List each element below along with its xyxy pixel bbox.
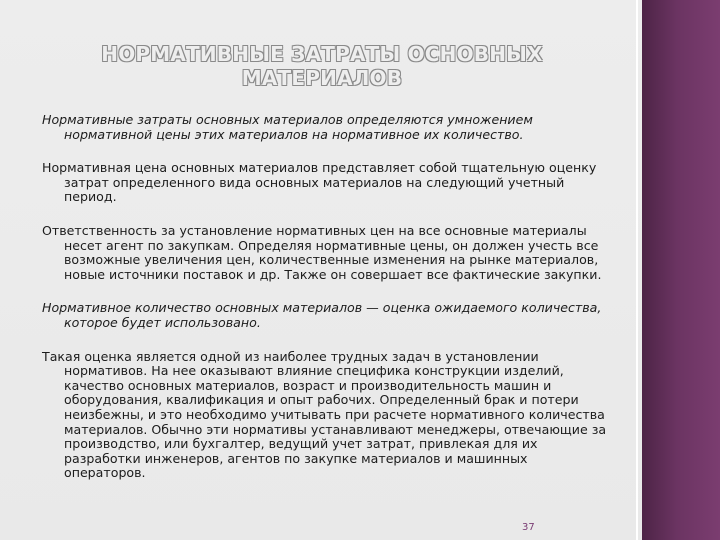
slide-body: [42, 113, 610, 500]
paragraph-definition: Нормативные затраты основных материалов определяются умножением нормативной цены этих материалов на нормативное их количество.: [42, 112, 533, 142]
paragraph-standard-price: Нормативная цена основных материалов представляет собой тщательную оценку затрат определенного вида основных материалов на следующий учетный период.: [42, 160, 597, 205]
decorative-sidebar: [642, 0, 720, 540]
paragraph-standard-quantity: Нормативное количество основных материалов — оценка ожидаемого количества, которое будет использовано.: [42, 300, 602, 330]
page-number: 37: [522, 522, 535, 533]
sidebar-divider: [636, 0, 638, 540]
paragraph-estimation: Такая оценка является одной из наиболее трудных задач в установлении нормативов. На нее оказывают влияние специфика конструкции изделий, качество основных материалов, возраст и производительность машин и оборудования, квалификация и опыт рабочих. Определенный брак и потери неизбежны, и это необходимо учитывать при расчете нормативного количества материалов. Обычно эти нормативы устанавливают менеджеры, отвечающие за производство, или бухгалтер, ведущий учет затрат, привлекая для их разработки инженеров, агентов по закупке материалов и машинных операторов.: [42, 348, 607, 481]
slide-title: НОРМАТИВНЫЕ ЗАТРАТЫ ОСНОВНЫХ МАТЕРИАЛОВ: [101, 42, 543, 90]
paragraph-responsibility: Ответственность за установление нормативных цен на все основные материалы несет агент по закупкам. Определяя нормативные цены, он должен учесть все возможные увеличения цен, количественные изменения на рынке материалов, новые источники поставок и др. Также он совершает все фактические закупки.: [42, 222, 602, 282]
